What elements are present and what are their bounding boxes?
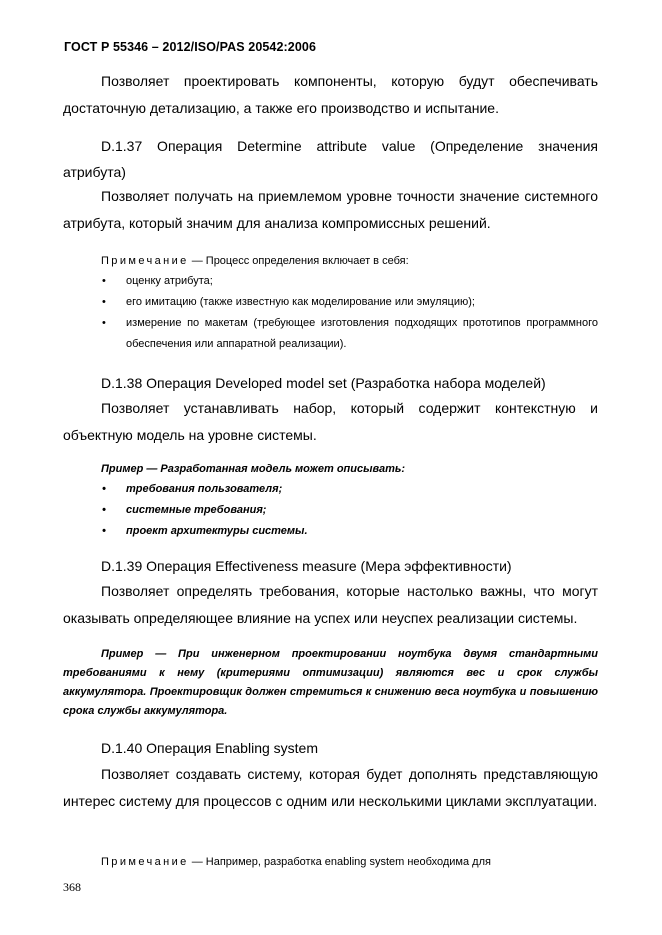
bullet-icon: • (102, 525, 106, 537)
document-header: ГОСТ Р 55346 – 2012/ISO/PAS 20542:2006 (64, 40, 316, 54)
example-intro-d138: Пример — Разработанная модель может описывать: (101, 463, 406, 475)
intro-paragraph: Позволяет проектировать компоненты, которую будут обеспечивать достаточную детализацию, а также его производство и испытание. (63, 73, 598, 116)
bullet-icon: • (102, 296, 106, 308)
list-item: • измерение по макетам (требующее изготовления подходящих прототипов программного обеспечения или аппаратной реализации). (101, 313, 598, 355)
section-heading-d138: D.1.38 Операция Developed model set (Разработка набора моделей) (101, 375, 546, 391)
note-text: — Процесс определения включает в себя: (188, 255, 409, 267)
note-label: Примечание (101, 856, 189, 868)
bullet-icon: • (102, 317, 106, 329)
note-text: — Например, разработка enabling system необходима для (188, 856, 491, 868)
bullet-icon: • (102, 483, 106, 495)
section-heading-d140: D.1.40 Операция Enabling system (101, 740, 318, 756)
bullet-icon: • (102, 275, 106, 287)
example-d139: Пример — При инженерном проектировании ноутбука двумя стандартными требованиями к нему (критериями оптимизации) являются вес и срок службы аккумулятора. Проектировщик должен стремиться к снижению веса ноутбука и повышению срока службы аккумулятора. (63, 648, 598, 717)
list-item: • проект архитектуры системы. (101, 521, 598, 542)
note-d140 (101, 852, 598, 873)
list-item: • оценку атрибута; (101, 271, 598, 292)
section-paragraph-d138: Позволяет устанавливать набор, который содержит контекстную и объектную модель на уровне системы. (63, 400, 598, 443)
section-heading-d139: D.1.39 Операция Effectiveness measure (Мера эффективности) (101, 558, 512, 574)
section-heading-d137: D.1.37 Операция Determine attribute value (Определение значения атрибута) (63, 138, 598, 180)
section-paragraph-d140: Позволяет создавать систему, которая будет дополнять представляющую интерес систему для процессов с одним или несколькими циклами эксплуатации. (63, 766, 598, 809)
list-item: • его имитацию (также известную как моделирование или эмуляцию); (101, 292, 598, 313)
example-list-d138 (101, 479, 598, 542)
page-number: 368 (63, 880, 81, 894)
note-label: Примечание (101, 255, 189, 267)
list-item: • требования пользователя; (101, 479, 598, 500)
list-item: • системные требования; (101, 500, 598, 521)
bullet-icon: • (102, 504, 106, 516)
section-paragraph-d137: Позволяет получать на приемлемом уровне точности значение системного атрибута, который значим для анализа компромиссных решений. (63, 188, 598, 231)
section-paragraph-d139: Позволяет определять требования, которые настолько важны, что могут оказывать определяющее влияние на успех или неуспех реализации системы. (63, 583, 598, 626)
note-list-d137 (101, 271, 598, 355)
note-d137 (101, 251, 598, 272)
